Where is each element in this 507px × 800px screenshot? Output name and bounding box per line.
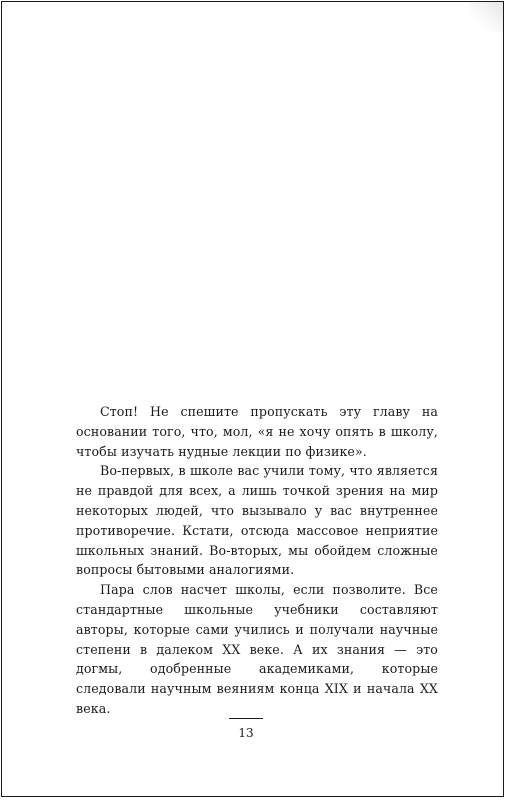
paragraph-2: Во-первых, в школе вас учили тому, что является не правдой для всех, а лишь точкой зрения на мир некоторых людей, что вызывало у вас внутреннее противоречие. Кстати, отсюда массовое неприятие школьных знаний. Во-вторых, мы обойдем сложные вопросы бытовыми аналогиями. xyxy=(76,463,438,578)
page-number: 13 xyxy=(238,726,254,740)
footer-rule xyxy=(229,718,263,719)
paragraph-1: Стоп! Не спешите пропускать эту главу на основании того, что, мол, «я не хочу опять в школу, чтобы изучать нудные лекции по физике». xyxy=(76,404,438,459)
book-page xyxy=(1,1,504,797)
body-text xyxy=(76,402,438,719)
paragraph-3: Пара слов насчет школы, если позволите. Все стандартные школьные учебники составляют авторы, которые сами учились и получали научные степени в далеком XX веке. А их знания — это догмы, одобренные академиками, которые следовали научным веяниям конца XIX и начала XX века. xyxy=(76,582,438,716)
page-corner-shadow xyxy=(469,2,503,32)
